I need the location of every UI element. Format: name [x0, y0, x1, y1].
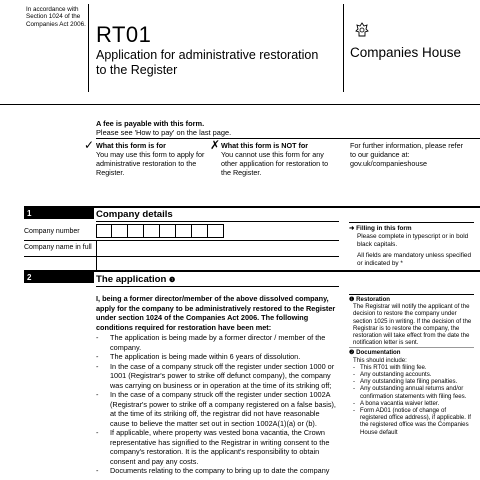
documentation-item: - Form AD01 (notice of change of registered office address), if applicable. If the registered office was the Companies House default	[353, 407, 474, 436]
section-2-title-rule	[96, 286, 339, 287]
documentation-item: - Any outstanding annual returns and/or confirmation statements with filing fees.	[353, 385, 474, 399]
company-number-cell[interactable]	[96, 224, 112, 238]
condition-text: In the case of a company struck off the register under section 1002A (Registrar's power to strike off a company registered on a false basis), at the time of its striking off, the registrar did not have reasonable cause to believe the matter set out in section 1002A(1)(a) or (b).	[110, 390, 336, 428]
documentation-text: This RT01 with filing fee.	[360, 363, 427, 371]
documentation-text: Any outstanding accounts.	[360, 371, 432, 379]
company-number-cell[interactable]	[192, 224, 208, 238]
documentation-heading: ❷ Documentation	[349, 349, 401, 357]
documentation-list	[349, 364, 474, 436]
company-name-label: Company name in full	[24, 244, 92, 251]
company-number-label: Company number	[24, 228, 80, 235]
company-number-cell[interactable]	[176, 224, 192, 238]
company-number-cell[interactable]	[208, 224, 224, 238]
application-intro: I, being a former director/member of the above dissolved company, apply for the company to be administratively restored to the Register under section 1024 of the Companies Act 2006. The following conditions required for restoration have been met:	[96, 294, 336, 332]
fee-line-2: Please see 'How to pay' on the last page.	[96, 128, 232, 138]
section-2-notes	[349, 294, 474, 436]
brand-name: Companies House	[350, 45, 462, 60]
company-number-cell[interactable]	[128, 224, 144, 238]
section-1-number: 1	[24, 208, 94, 219]
info-not-for-heading: What this form is NOT for	[221, 141, 309, 150]
condition-item: - Documents relating to the company to bring up to date the company	[96, 466, 330, 475]
fee-notice	[96, 119, 231, 138]
info-not-for-text: You cannot use this form for any other application for restoration to the Register.	[221, 150, 329, 177]
condition-item: - The application is being made within 6 years of dissolution.	[96, 352, 301, 361]
checkmark-icon: ✓	[84, 138, 95, 152]
section-1-title: Company details	[96, 209, 173, 220]
brand-divider	[343, 4, 344, 92]
notes-divider	[349, 347, 474, 348]
documentation-text: Form AD01 (notice of change of registered office address), if applicable. If the registered office was the Companies House default	[360, 407, 471, 436]
form-title: Application for administrative restoration to the Register	[96, 48, 319, 77]
documentation-text: Any outstanding annual returns and/or confirmation statements with filing fees.	[360, 385, 467, 400]
filling-line-1: Please complete in typescript or in bold black capitals.	[357, 233, 469, 248]
condition-item: - The application is being made by a former director / member of the company.	[96, 333, 340, 352]
condition-text: The application is being made within 6 years of dissolution.	[110, 352, 301, 361]
documentation-item: - This RT01 with filing fee.	[353, 363, 427, 371]
company-number-cell[interactable]	[160, 224, 176, 238]
condition-text: The application is being made by a former director / member of the company.	[110, 333, 326, 352]
restoration-text: The Registrar will notify the applicant of the decision to restore the company under section 1025 in writing. If the decision of the Registrar is to restore the company, the restoration will take effect from the date the notification letter is sent.	[353, 303, 472, 347]
form-code: RT01	[96, 22, 152, 47]
condition-text: In the case of a company struck off the register under section 1000 or 1001 (Registrar's power to strike off defunct company), the company was carrying on business or in operation at the time of its striking off;	[110, 361, 335, 390]
condition-item: - If applicable, where property was vested bona vacantia, the Crown representative has signified to the Registrar in writing consent to the company's restoration. It is the applicant's responsibility to obtain consent and pay any costs.	[96, 428, 340, 466]
company-number-field[interactable]	[96, 224, 224, 238]
fee-line-1: A fee is payable with this form.	[96, 119, 205, 128]
royal-crest-icon	[354, 22, 370, 38]
section-2-title-text: The application	[96, 274, 167, 285]
info-further-text: For further information, please refer to our guidance at: gov.uk/companieshouse	[350, 141, 464, 168]
condition-text: If applicable, where property was vested bona vacantia, the Crown representative has signified to the Registrar in writing consent to the company's restoration. It is the applicant's responsibility to obtain consent and pay any costs.	[110, 428, 330, 466]
filling-heading: ➜ Filling in this form	[349, 225, 412, 232]
info-not-for	[221, 141, 336, 177]
legal-note: In accordance with Section 1024 of the Companies Act 2006.	[26, 6, 86, 28]
company-number-cell[interactable]	[112, 224, 128, 238]
filling-heading-text: Filling in this form	[356, 225, 412, 232]
company-name-field[interactable]	[96, 241, 339, 256]
brand-block	[350, 22, 461, 60]
documentation-text: A bona vacantia waiver letter.	[360, 399, 440, 407]
section-1-title-rule	[96, 221, 339, 222]
header-divider	[88, 4, 89, 92]
condition-item: - In the case of a company struck off the register under section 1002A (Registrar's power to strike off a company registered on a false basis), at the time of its striking off, the registrar did not have reasonable cause to believe the matter set out in section 1002A(1)(a) or (b).	[96, 390, 340, 428]
company-number-cell[interactable]	[144, 224, 160, 238]
info-for-text: You may use this form to apply for administrative restoration to the Register.	[96, 150, 205, 177]
info-for	[96, 141, 206, 177]
restoration-heading: ❶ Restoration	[349, 296, 391, 303]
documentation-intro: This should include:	[353, 356, 407, 364]
documentation-item: - A bona vacantia waiver letter.	[353, 399, 440, 407]
section-2-number: 2	[24, 272, 94, 283]
conditions-list	[96, 333, 340, 476]
cross-icon: ✗	[210, 138, 221, 152]
condition-item: - In the case of a company struck off the register under section 1000 or 1001 (Registrar's power to strike off defunct company), the company was carrying on business or in operation at the time of its striking off;	[96, 362, 340, 391]
documentation-text: Any outstanding late filing penalties.	[360, 378, 458, 386]
fee-rule	[96, 138, 480, 139]
info-further	[350, 141, 468, 168]
documentation-item: - Any outstanding late filing penalties.	[353, 378, 458, 386]
condition-text: Documents relating to the company to bring up to date the company	[110, 466, 330, 475]
application-statement	[96, 294, 340, 476]
header-rule	[0, 104, 480, 105]
documentation-item: - Any outstanding accounts.	[353, 371, 432, 379]
section-2-title-marker: ❶	[169, 277, 176, 284]
filling-line-2: All fields are mandatory unless specified or indicated by *	[357, 252, 472, 267]
filling-notes	[349, 222, 474, 268]
info-for-heading: What this form is for	[96, 141, 166, 150]
section-2-title	[96, 274, 175, 285]
